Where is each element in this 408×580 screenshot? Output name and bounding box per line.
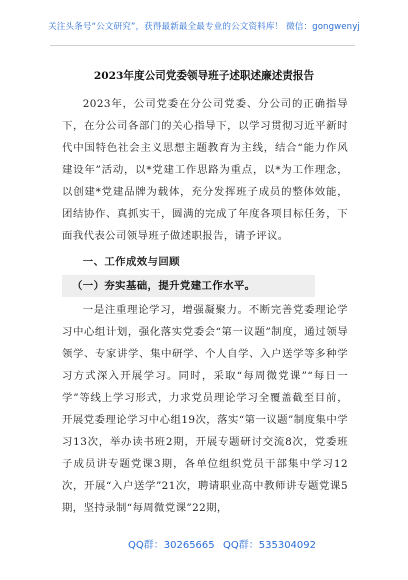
section-heading: 一、工作成效与回顾 [82, 256, 180, 268]
footer-qq-group-2: QQ群：535304092 [223, 540, 317, 551]
header-divider [50, 45, 355, 46]
intro-paragraph: 2023年，公司党委在分公司党委、分公司的正确指导下，在分公司各部门的关心指导下，以学习贯彻习近平新时代中国特色社会主义思想主题教育为主线，结合“能力作风建设年”活动，以*党建工作思路为重点，以*为工作理念，以创建*党建品牌为载体，充分发挥班子成员的整体效能，团结协作、真抓实干，圆满的完成了年度各项目标任务，下面我代表公司领导班子做述职报告，请予评议。 [62, 98, 348, 242]
subsection-heading-wrap [62, 275, 348, 297]
footer [0, 536, 408, 552]
document-body [62, 93, 348, 519]
subsection-heading: （一）夯实基础，提升党建工作水平。 [62, 275, 315, 297]
body-paragraph: 一是注重理论学习，增强凝聚力。不断完善党委理论学习中心组计划，强化落实党委会“第一议题”制度，通过领导领学、专家讲学、集中研学、个人自学、入户送学等多种学习方式深入开展学习。同时，采取“每周微党课”“每日一学”等线上学习形式，力求党员理论学习全覆盖截至目前，开展党委理论学习中心组19次，落实“第一议题”制度集中学习13次，举办读书班2期，开展专题研讨交流8次，党委班子成员讲专题党课3期，各单位组织党员干部集中学习12次，开展“入户送学”21次，聘请职业高中教师讲专题党课5期，坚持录制“每周微党课”22期， [62, 304, 348, 514]
header-banner: 关注头条号“公文研究”，获得最新最全最专业的公文资料库！ 微信：gongwenyj [48, 22, 360, 32]
footer-qq-group-1: QQ群：30265665 [128, 540, 215, 551]
document-title: 2023年度公司党委领导班子述职述廉述责报告 [93, 70, 315, 82]
